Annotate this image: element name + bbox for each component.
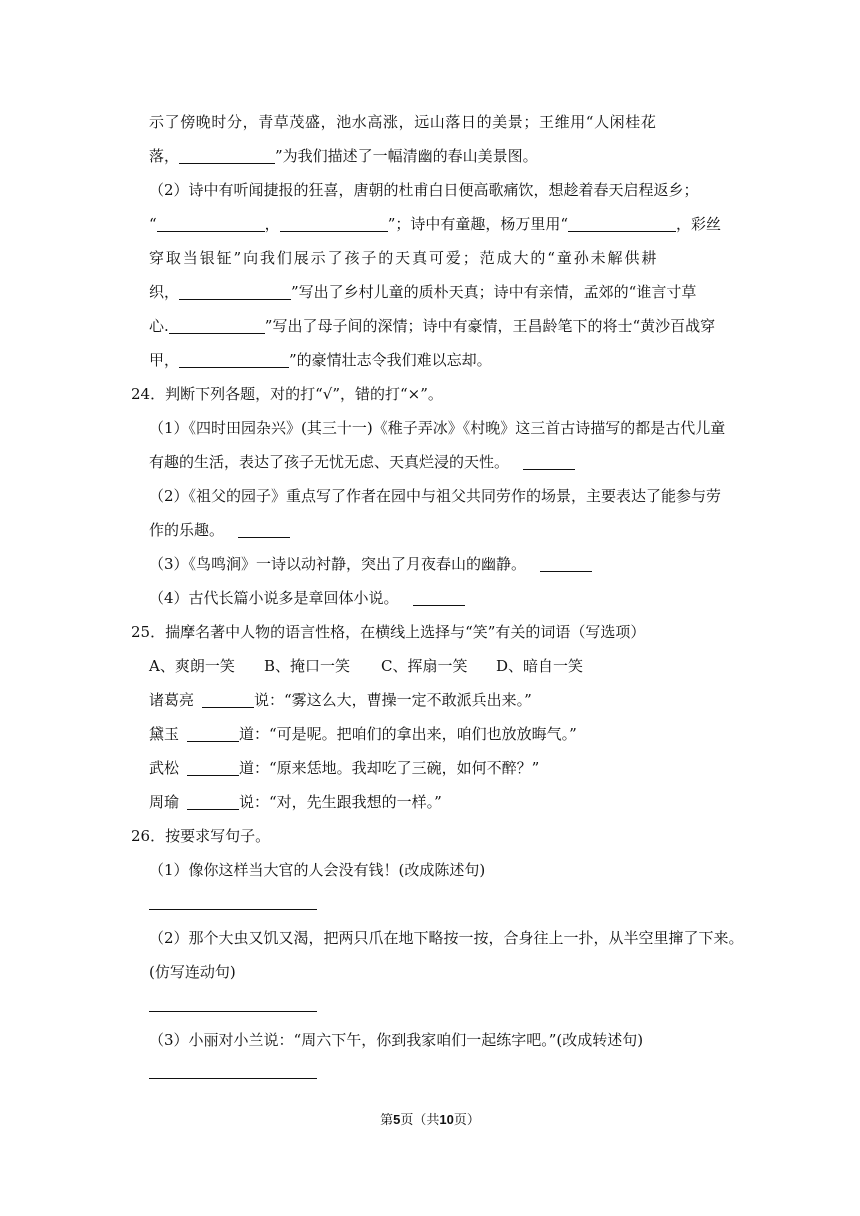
- fill-blank[interactable]: [179, 283, 291, 300]
- answer-blank[interactable]: [238, 521, 290, 538]
- q24-item-3: （3）《鸟鸣涧》一诗以动衬静，突出了月夜春山的幽静。: [149, 554, 592, 574]
- page-footer: 第5页（共10页）: [380, 1112, 480, 1128]
- answer-blank[interactable]: [540, 555, 592, 572]
- q25-title: 25．揣摩名著中人物的语言性格，在横线上选择与“笑”有关的词语（写选项）: [131, 623, 646, 641]
- q26-item-2-line-1: （2）那个大虫又饥又渴，把两只爪在地下略按一按，合身往上一扑，从半空里撺了下来。: [149, 929, 744, 947]
- fill-blank[interactable]: [179, 351, 289, 368]
- q23-part2-line-3: 穿取当银钲”向我们展示了孩子的天真可爱；范成大的“童孙未解供耕: [149, 249, 659, 267]
- q23-line-2: 落， ”为我们描述了一幅清幽的春山美景图。: [149, 147, 538, 165]
- q26-answer-line-3[interactable]: [149, 1078, 317, 1079]
- page-number: 5: [393, 1112, 401, 1127]
- q25-row-4: 周瑜 说：“对，先生跟我想的一样。”: [149, 793, 442, 811]
- q23-line-1: 示了傍晚时分，青草茂盛，池水高涨，远山落日的美景；王维用“人闲桂花: [149, 113, 657, 131]
- q25-option-a: A、爽朗一笑: [149, 657, 235, 675]
- q26-item-2-line-2: (仿写连动句): [149, 963, 236, 981]
- fill-blank[interactable]: [169, 317, 265, 334]
- q26-answer-line-2[interactable]: [149, 1011, 317, 1012]
- q26-item-1: （1）像你这样当大官的人会没有钱！(改成陈述句): [149, 861, 486, 879]
- fill-blank[interactable]: [179, 147, 275, 164]
- answer-blank[interactable]: [187, 793, 239, 810]
- q24-title: 24．判断下列各题，对的打“√”，错的打“×”。: [131, 385, 443, 403]
- fill-blank[interactable]: [568, 215, 676, 232]
- q24-item-2-line-1: （2）《祖父的园子》重点写了作者在园中与祖父共同劳作的场景，主要表达了能参与劳: [149, 487, 722, 505]
- q24-item-1-line-1: （1）《四时田园杂兴》(其三十一)《稚子弄冰》《村晚》这三首古诗描写的都是古代儿童: [149, 419, 726, 437]
- answer-blank[interactable]: [413, 589, 465, 606]
- q26-item-3: （3）小丽对小兰说：“周六下午，你到我家咱们一起练字吧。”(改成转述句): [149, 1031, 644, 1049]
- q23-part2-line-2: “ ， ”；诗中有童趣，杨万里用“ ，彩丝: [149, 215, 722, 233]
- q24-item-2-line-2: 作的乐趣。: [149, 520, 290, 540]
- q25-row-2: 黛玉 道：“可是呢。把咱们的拿出来，咱们也放放晦气。”: [149, 725, 577, 743]
- q26-answer-line-1[interactable]: [149, 909, 317, 910]
- answer-blank[interactable]: [202, 691, 254, 708]
- q25-option-b: B、掩口一笑: [264, 657, 351, 675]
- answer-blank[interactable]: [187, 725, 239, 742]
- total-pages: 10: [439, 1112, 454, 1127]
- q25-option-c: C、挥扇一笑: [381, 657, 468, 675]
- q25-row-1: 诸葛亮 说：“雾这么大，曹操一定不敢派兵出来。”: [149, 691, 532, 709]
- fill-blank[interactable]: [280, 215, 388, 232]
- answer-blank[interactable]: [187, 759, 239, 776]
- q26-title: 26．按要求写句子。: [131, 827, 271, 845]
- q23-part2-line-6: 甲， ”的豪情壮志令我们难以忘却。: [149, 351, 492, 369]
- answer-blank[interactable]: [523, 453, 575, 470]
- q23-part2-line-4: 织， ”写出了乡村儿童的质朴天真；诗中有亲情，孟郊的“谁言寸草: [149, 283, 697, 301]
- q24-item-4: （4）古代长篇小说多是章回体小说。: [149, 588, 465, 608]
- q24-item-1-line-2: 有趣的生活，表达了孩子无忧无虑、天真烂浸的天性。: [149, 452, 575, 472]
- q23-part2-line-1: （2）诗中有听闻捷报的狂喜，唐朝的杜甫白日便高歌痛饮，想趁着春天启程返乡；: [149, 181, 699, 199]
- q25-row-3: 武松 道：“原来恁地。我却吃了三碗，如何不醉？”: [149, 759, 540, 777]
- q23-part2-line-5: 心. ”写出了母子间的深情；诗中有豪情，王昌龄笔下的将士“黄沙百战穿: [149, 317, 716, 335]
- q25-option-d: D、暗自一笑: [496, 657, 584, 675]
- fill-blank[interactable]: [157, 215, 265, 232]
